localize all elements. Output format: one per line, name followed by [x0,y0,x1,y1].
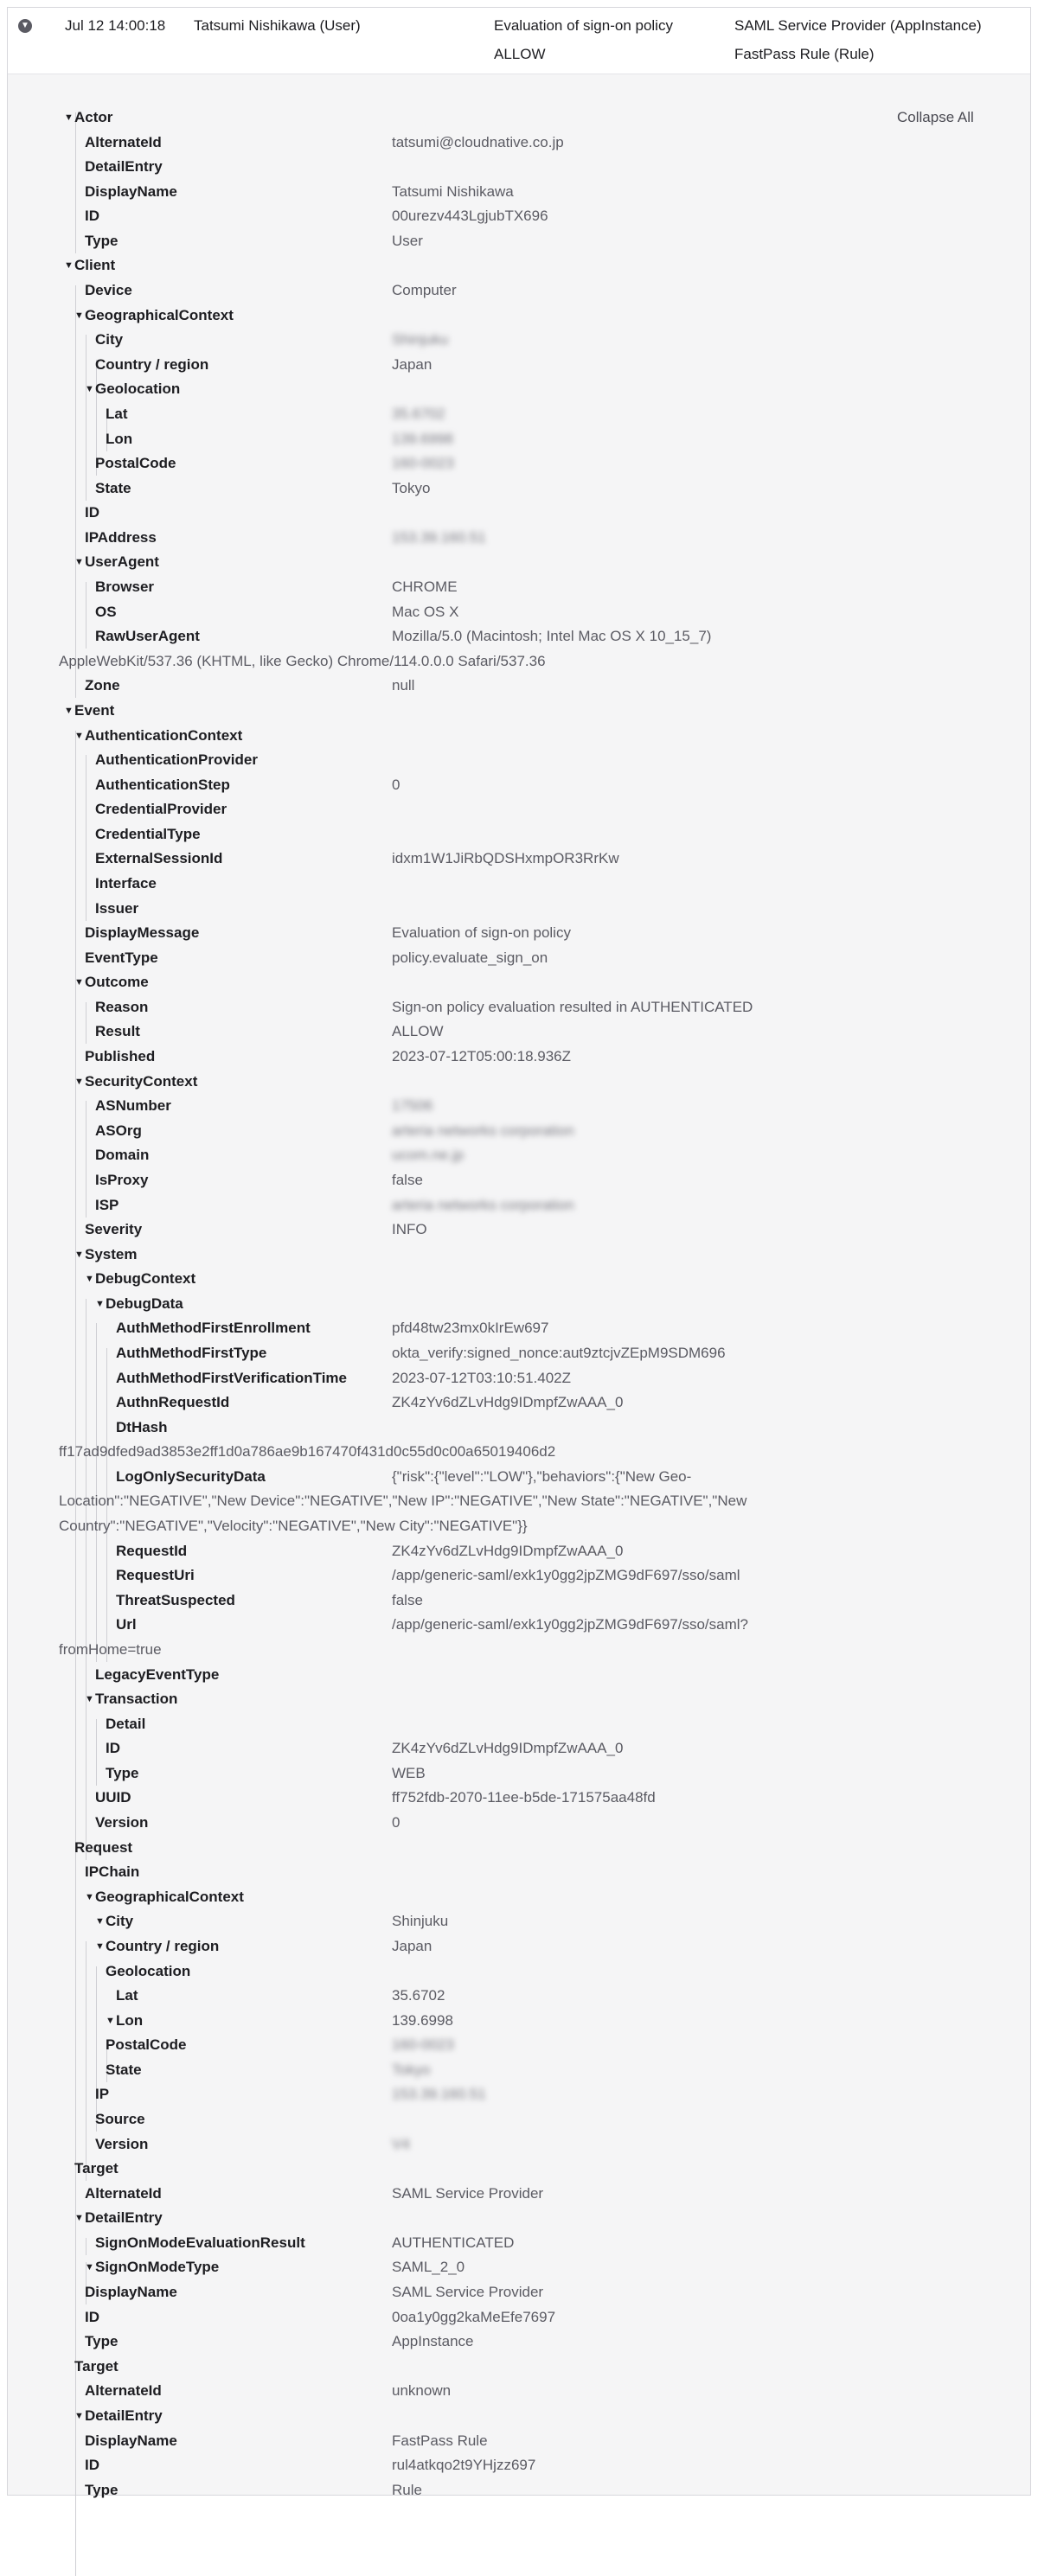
event-target-app: SAML Service Provider (AppInstance) [734,17,982,35]
field-value-city: Shinjuku [392,331,448,348]
field-key-useragent[interactable]: UserAgent [85,553,159,571]
field-key-geographicalcontext[interactable]: GeographicalContext [85,307,234,324]
field-key-credentialtype: CredentialType [95,826,201,843]
triangle-down-icon[interactable]: ▼ [85,1270,94,1288]
field-key-signonmodeevaluationresult: SignOnModeEvaluationResult [95,2234,305,2252]
field-key-detailentry[interactable]: DetailEntry [85,2209,163,2227]
chevron-down-circle-icon[interactable]: ▼ [18,19,32,33]
field-value-browser: CHROME [392,578,458,596]
field-value-alternateid: tatsumi@cloudnative.co.jp [392,134,564,151]
event-summary-row[interactable] [8,8,1030,74]
tree-guide-line [75,2436,76,2576]
field-key-id: ID [85,504,99,521]
field-value-type: WEB [392,1765,426,1782]
field-value-result: ALLOW [392,1023,444,1040]
field-key-source: Source [95,2111,145,2128]
triangle-down-icon[interactable]: ▼ [64,702,74,719]
tree-guide-line [75,2213,76,2378]
field-key-displayname: DisplayName [85,2432,177,2450]
field-key-type: Type [85,2333,118,2350]
field-value-requestid: ZK4zYv6dZLvHdg9IDmpfZwAAA_0 [392,1543,623,1560]
field-key-target: Target [74,2358,119,2375]
field-value-threatsuspected: false [392,1592,423,1609]
triangle-down-icon[interactable]: ▼ [74,553,84,571]
field-value-eventtype: policy.evaluate_sign_on [392,949,548,967]
field-key-request: Request [74,1839,132,1857]
field-key-published: Published [85,1048,155,1065]
triangle-down-icon[interactable]: ▼ [74,727,84,745]
field-value-ip: 153.39.160.51 [392,2086,486,2103]
field-key-asorg: ASOrg [95,1122,142,1140]
field-key-authmethodfirsttype: AuthMethodFirstType [116,1345,266,1362]
field-key-postalcode: PostalCode [106,2036,187,2054]
triangle-down-icon[interactable]: ▼ [85,1889,94,1906]
field-key-legacyeventtype: LegacyEventType [95,1666,219,1684]
field-value-id: 00urezv443LgjubTX696 [392,208,548,225]
field-value-requesturi: /app/generic-saml/exk1y0gg2jpZMG9dF697/sso/saml [392,1567,740,1584]
field-key-id: ID [85,2457,99,2474]
triangle-down-icon[interactable]: ▼ [95,1913,105,1930]
field-value-displayname: Tatsumi Nishikawa [392,183,514,201]
field-key-displayname: DisplayName [85,2284,177,2301]
field-value-ipaddress: 153.39.160.51 [392,529,486,547]
triangle-down-icon[interactable]: ▼ [106,2012,115,2029]
event-detail-panel [8,74,1030,2495]
field-key-lat: Lat [116,1987,138,2004]
field-value-externalsessionid: idxm1W1JiRbQDSHxmpOR3RrKw [392,850,619,867]
field-key-city[interactable]: City [106,1913,133,1930]
field-key-credentialprovider: CredentialProvider [95,801,227,818]
field-key-id: ID [85,208,99,225]
triangle-down-icon[interactable]: ▼ [85,380,94,398]
triangle-down-icon[interactable]: ▼ [85,1691,94,1708]
field-key-displaymessage: DisplayMessage [85,924,199,942]
field-value-displaymessage: Evaluation of sign-on policy [392,924,571,942]
field-key-state: State [95,480,131,497]
field-value-postalcode: 160-0023 [392,455,454,472]
field-value-postalcode: 160-0023 [392,2036,454,2054]
field-key-isp: ISP [95,1197,119,1214]
field-key-authenticationstep: AuthenticationStep [95,777,230,794]
field-value-device: Computer [392,282,457,299]
field-key-requestid: RequestId [116,1543,187,1560]
field-value-lon: 139.6998 [392,431,453,448]
field-value-id: ZK4zYv6dZLvHdg9IDmpfZwAAA_0 [392,1740,623,1757]
field-value-displayname: SAML Service Provider [392,2284,543,2301]
field-value-authmethodfirstenrollment: pfd48tw23mx0kIrEw697 [392,1320,548,1337]
field-key-securitycontext[interactable]: SecurityContext [85,1073,197,1090]
collapse-all-button[interactable]: Collapse All [897,109,974,126]
field-value-asnumber: 17506 [392,1097,432,1115]
field-key-reason: Reason [95,999,148,1016]
field-value-state: Tokyo [392,480,430,497]
tree-guide-line [75,285,76,698]
triangle-down-icon[interactable]: ▼ [74,307,84,324]
field-key-id: ID [106,1740,120,1757]
triangle-down-icon[interactable]: ▼ [64,257,74,274]
field-key-type: Type [106,1765,138,1782]
field-value-id: 0oa1y0gg2kaMeEfe7697 [392,2309,555,2326]
field-value-signonmodeevaluationresult: AUTHENTICATED [392,2234,514,2252]
field-key-lat: Lat [106,406,128,423]
event-outcome: ALLOW [494,46,546,63]
wrapped-value-line: fromHome=true [59,1641,162,1659]
field-key-client[interactable]: Client [74,257,115,274]
field-key-dthash: DtHash [116,1419,168,1436]
triangle-down-icon[interactable]: ▼ [85,2259,94,2276]
field-value-severity: INFO [392,1221,427,1238]
field-key-event[interactable]: Event [74,702,114,719]
field-key-result: Result [95,1023,140,1040]
field-value-alternateid: unknown [392,2382,451,2400]
field-key-actor[interactable]: Actor [74,109,112,126]
tree-guide-line [75,112,76,253]
event-target-rule: FastPass Rule (Rule) [734,46,875,63]
field-key-externalsessionid: ExternalSessionId [95,850,222,867]
wrapped-value-line: AppleWebKit/537.36 (KHTML, like Gecko) Chrome/114.0.0.0 Safari/537.36 [59,653,546,670]
triangle-down-icon[interactable]: ▼ [74,2407,84,2425]
field-key-authenticationcontext[interactable]: AuthenticationContext [85,727,242,745]
field-value-authmethodfirsttype: okta_verify:signed_nonce:aut9ztcjvZEpM9SDM696 [392,1345,726,1362]
field-key-lon: Lon [106,431,132,448]
field-key-city: City [95,331,123,348]
field-key-interface: Interface [95,875,157,892]
field-value-lat: 35.6702 [392,406,445,423]
field-key-geographicalcontext[interactable]: GeographicalContext [95,1889,244,1906]
event-actor: Tatsumi Nishikawa (User) [194,17,361,35]
field-key-severity: Severity [85,1221,142,1238]
field-value-zone: null [392,677,414,694]
field-key-transaction[interactable]: Transaction [95,1691,177,1708]
field-value-logonlysecuritydata: {"risk":{"level":"LOW"},"behaviors":{"New Geo- [392,1468,691,1486]
field-value-version: V4 [392,2136,410,2153]
field-key-postalcode: PostalCode [95,455,176,472]
field-value-os: Mac OS X [392,604,458,621]
field-key-displayname: DisplayName [85,183,177,201]
field-key-os: OS [95,604,117,621]
field-value-displayname: FastPass Rule [392,2432,488,2450]
field-key-asnumber: ASNumber [95,1097,171,1115]
field-key-geolocation: Geolocation [106,1963,190,1980]
triangle-down-icon[interactable]: ▼ [95,1938,105,1955]
field-key-detailentry[interactable]: DetailEntry [85,2407,163,2425]
field-key-authenticationprovider: AuthenticationProvider [95,751,258,769]
field-value-domain: ucom.ne.jp [392,1147,464,1164]
field-key-authmethodfirstverificationtime: AuthMethodFirstVerificationTime [116,1370,347,1387]
field-value-asorg: arteria networks corporation [392,1122,574,1140]
field-key-device: Device [85,282,132,299]
event-card [7,7,1031,2496]
field-value-reason: Sign-on policy evaluation resulted in AUTHENTICATED [392,999,753,1016]
field-key-threatsuspected: ThreatSuspected [116,1592,235,1609]
field-key-eventtype: EventType [85,949,158,967]
wrapped-value-line: ff17ad9dfed9ad3853e2ff1d0a786ae9b167470f431d0c55d0c00a65019406d2 [59,1443,555,1461]
field-value-country-region: Japan [392,356,432,374]
field-key-browser: Browser [95,578,154,596]
tree-guide-line [96,1719,97,1786]
field-key-country-region: Country / region [95,356,208,374]
field-key-alternateid: AlternateId [85,134,162,151]
field-key-ipaddress: IPAddress [85,529,157,547]
field-value-isproxy: false [392,1172,423,1189]
field-key-detail: Detail [106,1716,145,1733]
field-key-signonmodetype[interactable]: SignOnModeType [95,2259,219,2276]
field-key-geolocation[interactable]: Geolocation [95,380,180,398]
field-key-requesturi: RequestUri [116,1567,195,1584]
field-key-version: Version [95,1814,148,1831]
field-value-rawuseragent: Mozilla/5.0 (Macintosh; Intel Mac OS X 10_15_7) [392,628,711,645]
field-key-target: Target [74,2160,119,2177]
tree-guide-line [96,1966,97,2132]
field-key-issuer: Issuer [95,900,138,917]
field-key-id: ID [85,2309,99,2326]
field-key-type: Type [85,233,118,250]
field-key-lon[interactable]: Lon [116,2012,143,2029]
field-key-logonlysecuritydata: LogOnlySecurityData [116,1468,266,1486]
field-key-alternateid: AlternateId [85,2382,162,2400]
field-key-ipchain: IPChain [85,1863,139,1881]
field-key-isproxy: IsProxy [95,1172,148,1189]
field-value-authnrequestid: ZK4zYv6dZLvHdg9IDmpfZwAAA_0 [392,1394,623,1411]
triangle-down-icon[interactable]: ▼ [74,2209,84,2227]
field-value-city: Shinjuku [392,1913,448,1930]
field-key-debugcontext[interactable]: DebugContext [95,1270,195,1288]
field-value-type: Rule [392,2482,422,2499]
field-value-country-region: Japan [392,1938,432,1955]
field-value-version: 0 [392,1814,400,1831]
field-value-url: /app/generic-saml/exk1y0gg2jpZMG9dF697/sso/saml? [392,1616,748,1633]
field-key-alternateid: AlternateId [85,2185,162,2202]
wrapped-value-line: Location":"NEGATIVE","New Device":"NEGATIVE","New IP":"NEGATIVE","New State":"NEGATIVE","New [59,1493,746,1510]
event-action: Evaluation of sign-on policy [494,17,673,35]
field-value-lat: 35.6702 [392,1987,445,2004]
field-key-detailentry: DetailEntry [85,158,163,176]
field-value-state: Tokyo [392,2061,430,2079]
field-key-ip: IP [95,2086,109,2103]
triangle-down-icon[interactable]: ▼ [74,974,84,991]
field-key-type: Type [85,2482,118,2499]
field-key-debugdata[interactable]: DebugData [106,1295,183,1313]
field-value-signonmodetype: SAML_2_0 [392,2259,465,2276]
field-key-country-region[interactable]: Country / region [106,1938,219,1955]
triangle-down-icon[interactable]: ▼ [74,1073,84,1090]
field-value-isp: arteria networks corporation [392,1197,574,1214]
field-key-url: Url [116,1616,137,1633]
field-value-published: 2023-07-12T05:00:18.936Z [392,1048,571,1065]
field-key-authnrequestid: AuthnRequestId [116,1394,229,1411]
field-value-lon: 139.6998 [392,2012,453,2029]
field-key-domain: Domain [95,1147,149,1164]
triangle-down-icon[interactable]: ▼ [64,109,74,126]
field-key-state: State [106,2061,142,2079]
field-value-alternateid: SAML Service Provider [392,2185,543,2202]
field-value-id: rul4atkqo2t9YHjzz697 [392,2457,535,2474]
field-key-version: Version [95,2136,148,2153]
event-time: Jul 12 14:00:18 [65,17,165,35]
field-key-outcome[interactable]: Outcome [85,974,149,991]
field-key-authmethodfirstenrollment: AuthMethodFirstEnrollment [116,1320,311,1337]
field-value-type: AppInstance [392,2333,474,2350]
triangle-down-icon[interactable]: ▼ [74,1246,84,1263]
field-key-system[interactable]: System [85,1246,137,1263]
field-value-authenticationstep: 0 [392,777,400,794]
field-value-type: User [392,233,423,250]
field-key-uuid: UUID [95,1789,131,1806]
field-value-uuid: ff752fdb-2070-11ee-b5de-171575aa48fd [392,1789,656,1806]
field-value-authmethodfirstverificationtime: 2023-07-12T03:10:51.402Z [392,1370,571,1387]
triangle-down-icon[interactable]: ▼ [95,1295,105,1313]
field-key-rawuseragent: RawUserAgent [95,628,200,645]
field-key-zone: Zone [85,677,120,694]
wrapped-value-line: Country":"NEGATIVE","Velocity":"NEGATIVE","New City":"NEGATIVE"}} [59,1518,528,1535]
